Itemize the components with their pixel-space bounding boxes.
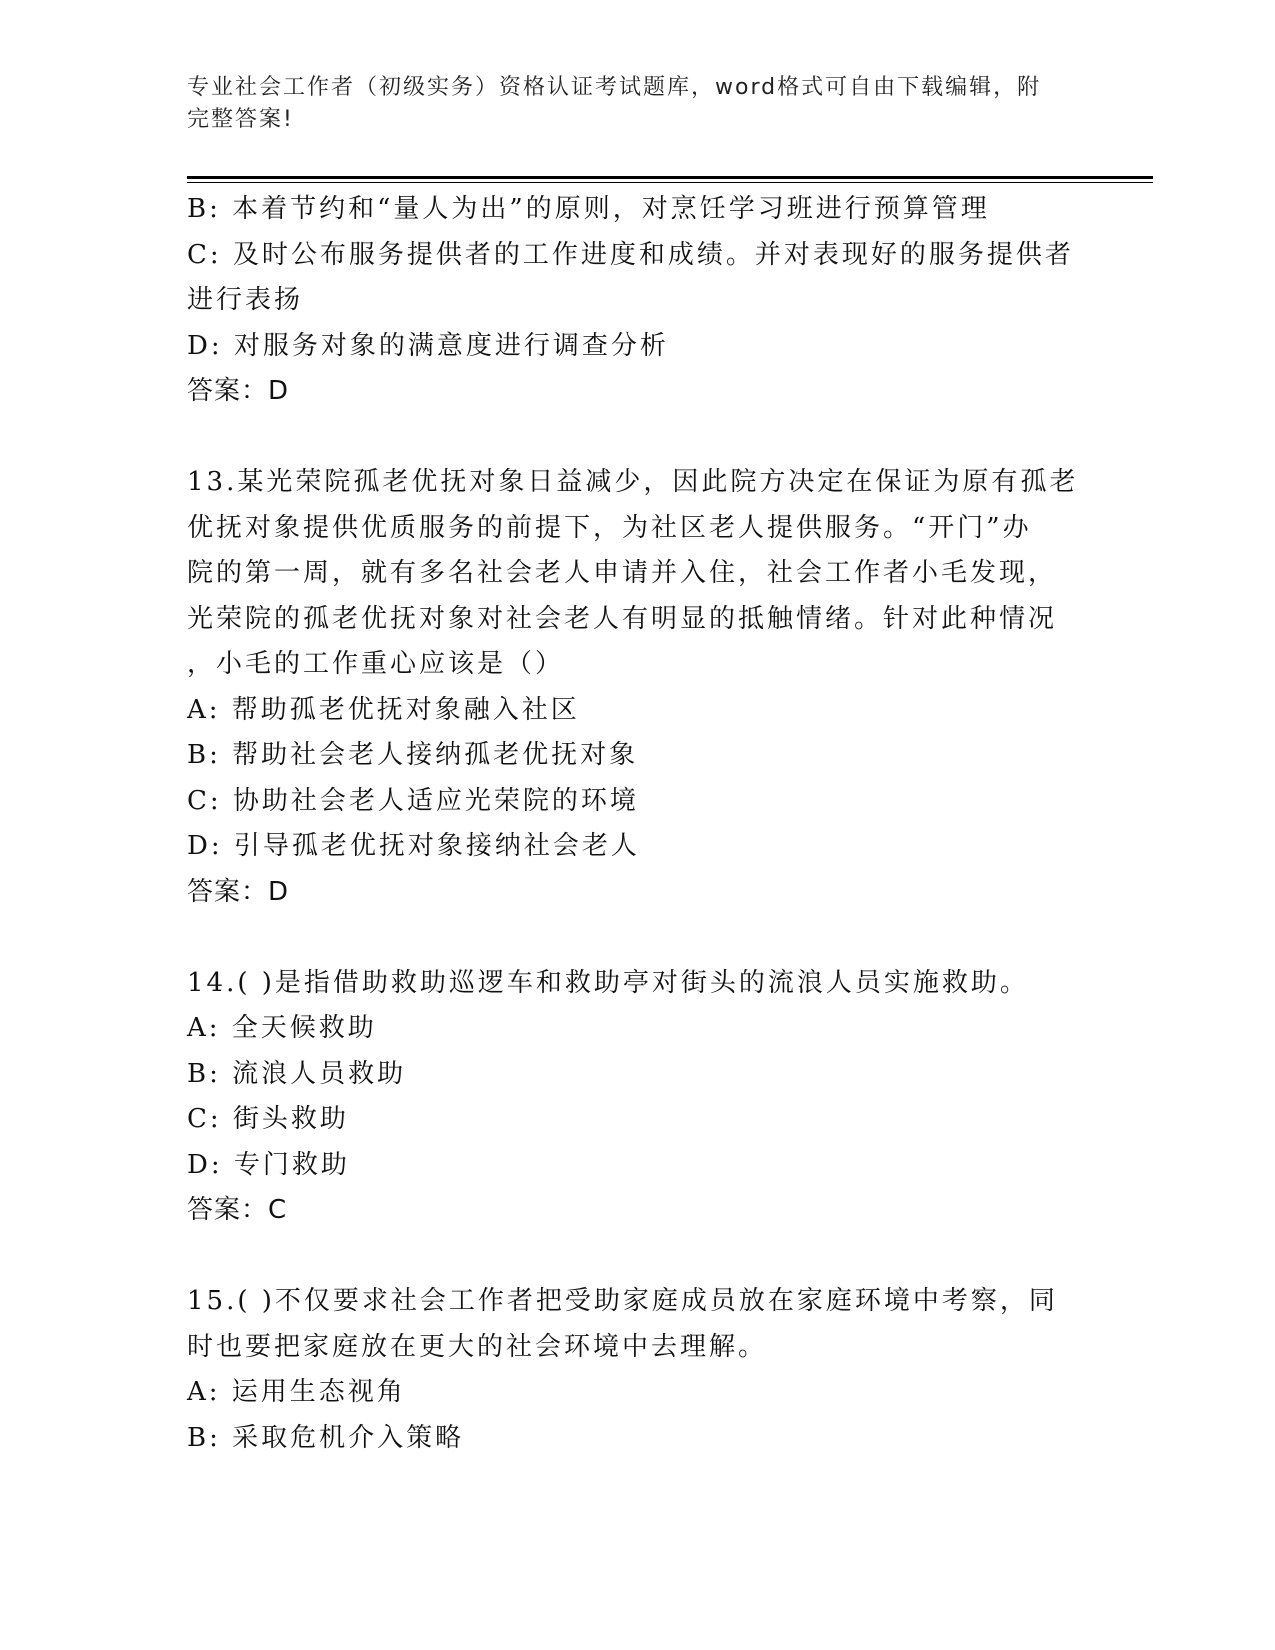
question-stem-line: 院的第一周，就有多名社会老人申请并入住，社会工作者小毛发现， <box>187 558 1058 588</box>
option-d: D: 引导孤老优抚对象接纳社会老人 <box>187 831 640 861</box>
header-divider-thick <box>187 176 1153 179</box>
question-stem-line: 光荣院的孤老优抚对象对社会老人有明显的抵触情绪。针对此种情况 <box>187 603 1058 634</box>
option-line-continued: 进行表扬 <box>187 285 304 315</box>
option-line: D: 对服务对象的满意度进行调查分析 <box>187 330 669 361</box>
question-stem-line: 15.( )不仅要求社会工作者把受助家庭成员放在家庭环境中考察，同 <box>187 1286 1058 1316</box>
option-b: B: 流浪人员救助 <box>187 1058 407 1089</box>
option-b: B: 采取危机介入策略 <box>187 1422 465 1453</box>
question-content <box>187 187 1087 1461</box>
page-header <box>187 72 1067 136</box>
header-divider-thin <box>187 182 1153 183</box>
question-stem-line: 14.( )是指借助救助巡逻车和救助亭对街头的流浪人员实施救助。 <box>187 967 1029 998</box>
question-stem-line: 13.某光荣院孤老优抚对象日益减少，因此院方决定在保证为原有孤老 <box>187 467 1079 497</box>
answer-line: 答案：D <box>187 376 290 406</box>
answer-line: 答案：D <box>187 876 290 907</box>
option-line: B: 本着节约和“量人为出”的原则，对烹饪学习班进行预算管理 <box>187 194 990 224</box>
option-d: D: 专门救助 <box>187 1149 350 1180</box>
question-14 <box>187 961 1087 1234</box>
spacer <box>187 1234 1087 1280</box>
option-a: A: 全天候救助 <box>187 1013 377 1043</box>
header-line-1: 专业社会工作者（初级实务）资格认证考试题库，word格式可自由下载编辑，附 <box>187 75 1042 100</box>
question-stem-line: 优抚对象提供优质服务的前提下，为社区老人提供服务。“开门”办 <box>187 512 1032 543</box>
previous-question-tail <box>187 187 1087 415</box>
question-15 <box>187 1279 1087 1461</box>
header-line-2: 完整答案! <box>187 107 294 132</box>
option-c: C: 街头救助 <box>187 1104 349 1134</box>
spacer <box>187 415 1087 461</box>
answer-line: 答案：C <box>187 1195 288 1225</box>
option-a: A: 运用生态视角 <box>187 1377 406 1407</box>
option-line: C: 及时公布服务提供者的工作进度和成绩。并对表现好的服务提供者 <box>187 239 1074 270</box>
question-13 <box>187 460 1087 915</box>
question-stem-line: ，小毛的工作重心应该是（） <box>187 649 565 679</box>
option-b: B: 帮助社会老人接纳孤老优抚对象 <box>187 740 639 770</box>
option-a: A: 帮助孤老优抚对象融入社区 <box>187 694 580 725</box>
question-stem-line: 时也要把家庭放在更大的社会环境中去理解。 <box>187 1331 768 1362</box>
option-c: C: 协助社会老人适应光荣院的环境 <box>187 785 639 816</box>
spacer <box>187 915 1087 961</box>
